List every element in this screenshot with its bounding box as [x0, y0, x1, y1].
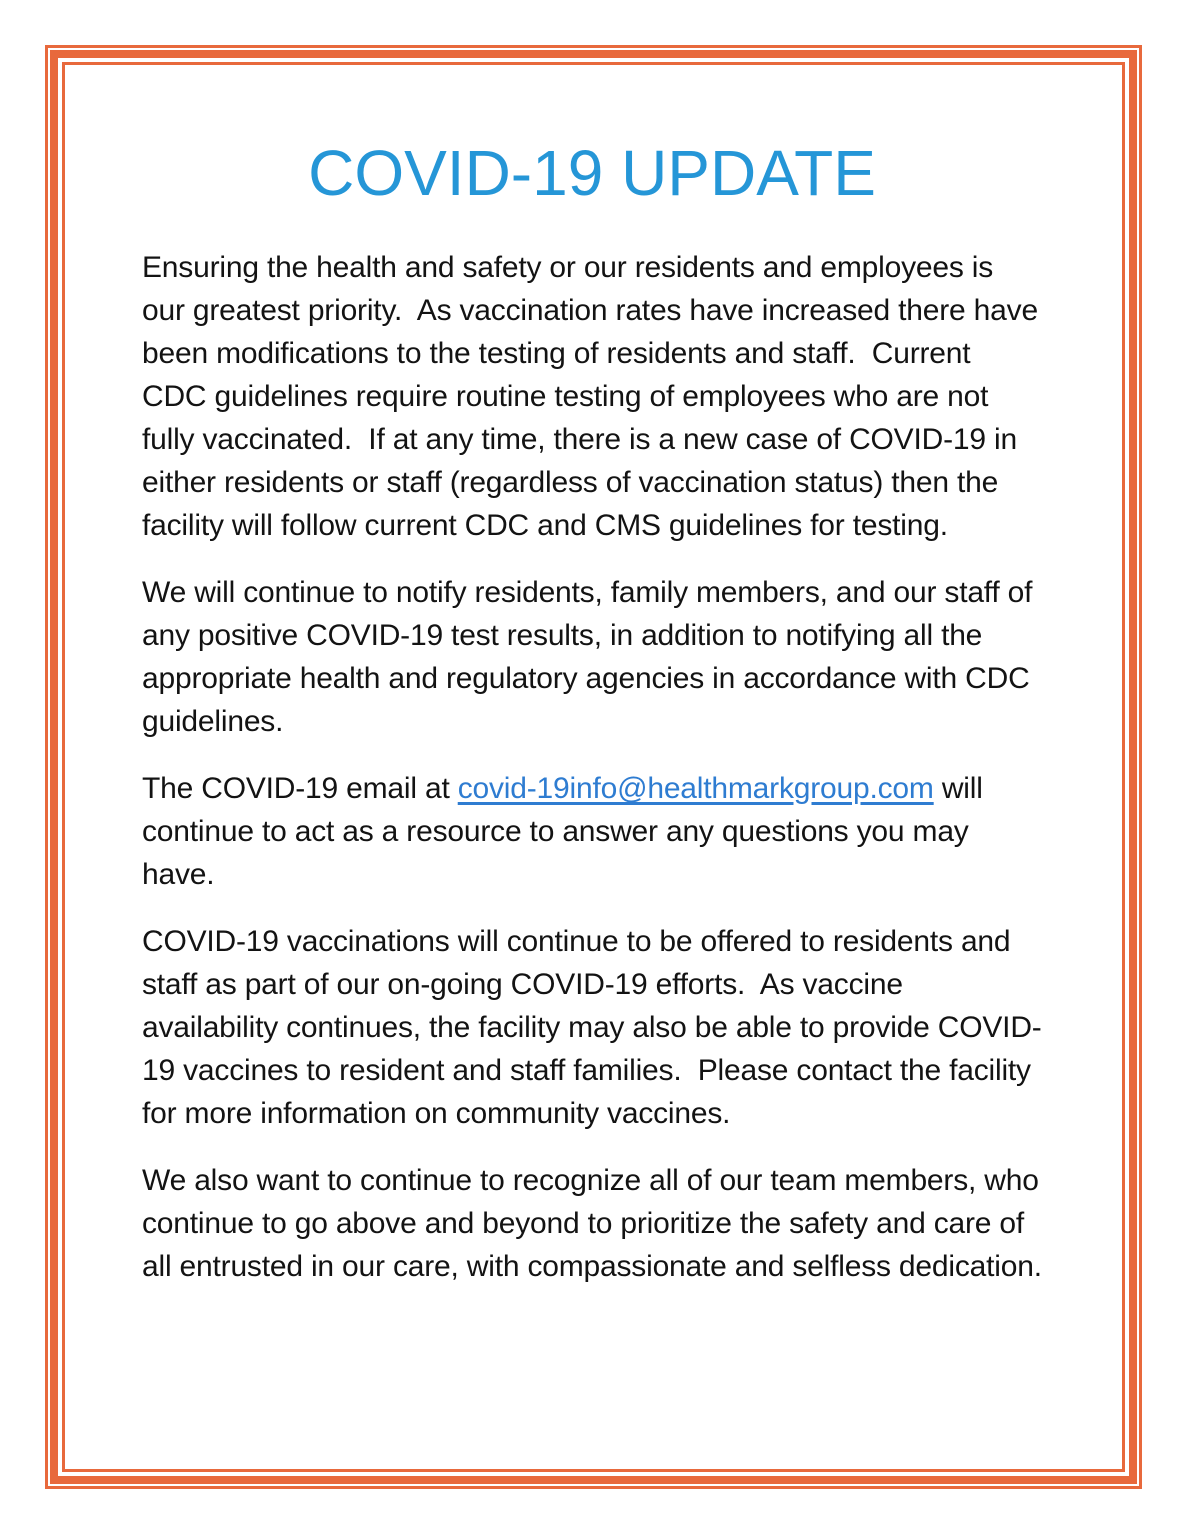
decorative-border-middle-line	[50, 50, 1137, 1484]
email-paragraph-after-text: will continue to act as a resource to answer any questions you may have.	[142, 771, 991, 891]
decorative-border-inner-line	[62, 62, 1125, 1472]
paragraph-notification: We will continue to notify residents, family members, and our staff of any positive COVID-19 test results, in addition to notifying all the appropriate health and regulatory agencies in accordance with CDC guidelines.	[142, 575, 1041, 738]
email-link[interactable]: covid-19info@healthmarkgroup.com	[457, 771, 934, 805]
paragraph-health-safety: Ensuring the health and safety or our residents and employees is our greatest priority. As vaccination rates have increased there have been modifications to the testing of residents and staff. Current CDC guidelines require routine testing of employees who are not fully vaccinated. If at any time, there is a new case of COVID-19 in either residents or staff (regardless of vaccination status) then the facility will follow current CDC and CMS guidelines for testing.	[142, 250, 1047, 542]
email-paragraph-before-text: The COVID-19 email at	[142, 771, 458, 805]
decorative-border	[45, 45, 1142, 1489]
page-title: COVID-19 UPDATE	[308, 137, 876, 209]
paragraph-vaccinations: COVID-19 vaccinations will continue to be offered to residents and staff as part of our on-going COVID-19 efforts. As vaccine availability continues, the facility may also be able to provide COVID-19 vaccines to resident and staff families. Please contact the facility for more information on community vaccines.	[142, 924, 1042, 1130]
paragraph-email-resource	[142, 767, 1042, 896]
paragraph-team-recognition: We also want to continue to recognize all of our team members, who continue to go above and beyond to prioritize the safety and care of all entrusted in our care, with compassionate and selfless dedication.	[142, 1163, 1047, 1283]
document-content	[65, 65, 1122, 1469]
